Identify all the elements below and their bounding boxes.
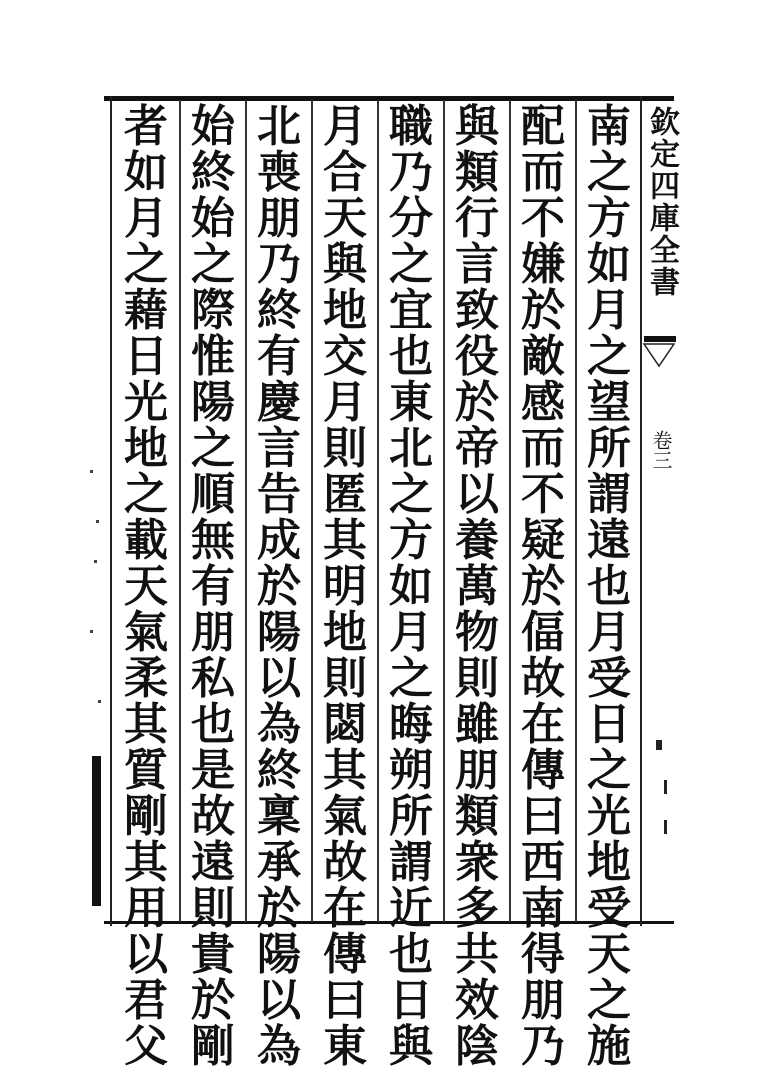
glyph: 偪 bbox=[521, 607, 565, 658]
glyph: 以 bbox=[455, 469, 499, 520]
glyph: 陽 bbox=[257, 929, 301, 980]
glyph: 之 bbox=[191, 239, 235, 290]
glyph: 朋 bbox=[257, 193, 301, 244]
glyph: 西 bbox=[521, 837, 565, 888]
glyph: 萬 bbox=[455, 561, 499, 612]
glyph: 日 bbox=[587, 699, 631, 750]
text-column-6 bbox=[246, 101, 312, 1072]
glyph: 承 bbox=[257, 837, 301, 888]
glyph: 晦 bbox=[389, 699, 433, 750]
glyph: 於 bbox=[455, 377, 499, 428]
glyph: 君 bbox=[124, 975, 168, 1026]
glyph: 之 bbox=[124, 239, 168, 290]
glyph: 嫌 bbox=[521, 239, 565, 290]
glyph: 謂 bbox=[389, 837, 433, 888]
glyph: 遠 bbox=[587, 515, 631, 566]
glyph: 其 bbox=[323, 515, 367, 566]
glyph: 終 bbox=[191, 147, 235, 198]
glyph: 貴 bbox=[191, 929, 235, 980]
glyph: 帝 bbox=[455, 423, 499, 474]
glyph: 朔 bbox=[389, 745, 433, 796]
glyph: 朋 bbox=[191, 607, 235, 658]
glyph: 地 bbox=[587, 837, 631, 888]
glyph: 月 bbox=[323, 101, 367, 152]
glyph: 日 bbox=[389, 975, 433, 1026]
glyph: 所 bbox=[389, 791, 433, 842]
glyph: 天 bbox=[587, 929, 631, 980]
fishtail-icon bbox=[642, 338, 676, 368]
text-column-8 bbox=[113, 101, 179, 1072]
glyph: 多 bbox=[455, 883, 499, 934]
glyph: 用 bbox=[124, 883, 168, 934]
glyph: 以 bbox=[124, 929, 168, 980]
glyph: 氣 bbox=[323, 791, 367, 842]
glyph: 私 bbox=[191, 653, 235, 704]
glyph: 之 bbox=[587, 975, 631, 1026]
glyph: 近 bbox=[389, 883, 433, 934]
glyph: 有 bbox=[257, 331, 301, 382]
glyph: 行 bbox=[455, 193, 499, 244]
glyph: 柔 bbox=[124, 653, 168, 704]
glyph: 言 bbox=[257, 423, 301, 474]
ink-speck bbox=[98, 700, 101, 703]
glyph: 養 bbox=[455, 515, 499, 566]
glyph: 月 bbox=[587, 607, 631, 658]
edge-mark bbox=[664, 780, 667, 794]
glyph: 始 bbox=[191, 193, 235, 244]
edge-mark bbox=[656, 740, 662, 750]
glyph: 無 bbox=[191, 515, 235, 566]
glyph: 在 bbox=[521, 699, 565, 750]
glyph: 與 bbox=[323, 239, 367, 290]
ink-speck bbox=[90, 630, 93, 633]
glyph: 於 bbox=[521, 561, 565, 612]
glyph: 言 bbox=[455, 239, 499, 290]
glyph: 雖 bbox=[455, 699, 499, 750]
glyph: 所 bbox=[587, 423, 631, 474]
glyph: 質 bbox=[124, 745, 168, 796]
glyph: 惟 bbox=[191, 331, 235, 382]
glyph: 則 bbox=[191, 883, 235, 934]
glyph: 於 bbox=[521, 285, 565, 336]
glyph: 疑 bbox=[521, 515, 565, 566]
glyph: 衆 bbox=[455, 837, 499, 888]
glyph: 共 bbox=[455, 929, 499, 980]
glyph: 不 bbox=[521, 469, 565, 520]
glyph: 喪 bbox=[257, 147, 301, 198]
glyph: 天 bbox=[124, 561, 168, 612]
glyph: 有 bbox=[191, 561, 235, 612]
glyph: 類 bbox=[455, 147, 499, 198]
glyph: 天 bbox=[323, 193, 367, 244]
glyph: 於 bbox=[257, 883, 301, 934]
glyph: 月 bbox=[124, 193, 168, 244]
glyph: 致 bbox=[455, 285, 499, 336]
glyph: 之 bbox=[587, 331, 631, 382]
glyph: 其 bbox=[323, 745, 367, 796]
glyph: 則 bbox=[323, 653, 367, 704]
glyph: 傳 bbox=[323, 929, 367, 980]
glyph: 終 bbox=[257, 285, 301, 336]
glyph: 如 bbox=[587, 239, 631, 290]
glyph: 之 bbox=[389, 469, 433, 520]
glyph: 陽 bbox=[257, 607, 301, 658]
glyph: 氣 bbox=[124, 607, 168, 658]
volume-label: 卷三 bbox=[649, 430, 673, 470]
glyph: 日 bbox=[124, 331, 168, 382]
glyph: 陽 bbox=[191, 377, 235, 428]
glyph: 終 bbox=[257, 745, 301, 796]
glyph: 與 bbox=[455, 101, 499, 152]
left-ink-bar bbox=[92, 756, 101, 906]
glyph: 宜 bbox=[389, 285, 433, 336]
glyph: 告 bbox=[257, 469, 301, 520]
glyph: 如 bbox=[124, 147, 168, 198]
glyph: 曰 bbox=[323, 975, 367, 1026]
glyph: 也 bbox=[389, 929, 433, 980]
glyph: 故 bbox=[191, 791, 235, 842]
glyph: 稟 bbox=[257, 791, 301, 842]
glyph: 載 bbox=[124, 515, 168, 566]
glyph: 閟 bbox=[323, 699, 367, 750]
glyph: 明 bbox=[323, 561, 367, 612]
glyph: 如 bbox=[389, 561, 433, 612]
glyph: 其 bbox=[124, 837, 168, 888]
glyph: 慶 bbox=[257, 377, 301, 428]
ink-speck bbox=[90, 470, 93, 473]
glyph: 為 bbox=[257, 699, 301, 750]
glyph: 不 bbox=[521, 193, 565, 244]
glyph: 望 bbox=[587, 377, 631, 428]
glyph: 敵 bbox=[521, 331, 565, 382]
glyph: 役 bbox=[455, 331, 499, 382]
glyph: 剛 bbox=[124, 791, 168, 842]
glyph: 其 bbox=[124, 699, 168, 750]
text-column-1 bbox=[576, 101, 642, 1072]
glyph: 物 bbox=[455, 607, 499, 658]
glyph: 剛 bbox=[191, 1021, 235, 1072]
glyph: 職 bbox=[389, 101, 433, 152]
glyph: 順 bbox=[191, 469, 235, 520]
glyph: 感 bbox=[521, 377, 565, 428]
glyph: 乃 bbox=[389, 147, 433, 198]
glyph: 朋 bbox=[521, 975, 565, 1026]
glyph: 也 bbox=[191, 699, 235, 750]
glyph: 以 bbox=[257, 975, 301, 1026]
glyph: 之 bbox=[587, 147, 631, 198]
glyph: 施 bbox=[587, 1021, 631, 1072]
glyph: 際 bbox=[191, 285, 235, 336]
glyph: 在 bbox=[323, 883, 367, 934]
glyph: 配 bbox=[521, 101, 565, 152]
glyph: 也 bbox=[389, 331, 433, 382]
glyph: 東 bbox=[389, 377, 433, 428]
ink-speck bbox=[94, 560, 97, 563]
glyph: 匿 bbox=[323, 469, 367, 520]
glyph: 方 bbox=[389, 515, 433, 566]
ink-speck bbox=[96, 520, 99, 523]
glyph: 得 bbox=[521, 929, 565, 980]
glyph: 也 bbox=[587, 561, 631, 612]
glyph: 北 bbox=[257, 101, 301, 152]
glyph: 遠 bbox=[191, 837, 235, 888]
text-column-3 bbox=[444, 101, 510, 1072]
glyph: 南 bbox=[521, 883, 565, 934]
frame-left-rule bbox=[110, 96, 112, 926]
glyph: 方 bbox=[587, 193, 631, 244]
glyph: 於 bbox=[191, 975, 235, 1026]
glyph: 成 bbox=[257, 515, 301, 566]
glyph: 合 bbox=[323, 147, 367, 198]
glyph: 地 bbox=[124, 423, 168, 474]
glyph: 之 bbox=[389, 239, 433, 290]
glyph: 光 bbox=[124, 377, 168, 428]
glyph: 以 bbox=[257, 653, 301, 704]
glyph: 光 bbox=[587, 791, 631, 842]
glyph: 乃 bbox=[521, 1021, 565, 1072]
glyph: 始 bbox=[191, 101, 235, 152]
glyph: 受 bbox=[587, 653, 631, 704]
glyph: 朋 bbox=[455, 745, 499, 796]
glyph: 藉 bbox=[124, 285, 168, 336]
glyph: 者 bbox=[124, 101, 168, 152]
glyph: 南 bbox=[587, 101, 631, 152]
glyph: 地 bbox=[323, 607, 367, 658]
glyph: 而 bbox=[521, 147, 565, 198]
glyph: 謂 bbox=[587, 469, 631, 520]
glyph: 類 bbox=[455, 791, 499, 842]
glyph: 傳 bbox=[521, 745, 565, 796]
glyph: 故 bbox=[521, 653, 565, 704]
edge-mark bbox=[664, 820, 667, 834]
glyph: 為 bbox=[257, 1021, 301, 1072]
glyph: 與 bbox=[389, 1021, 433, 1072]
glyph: 月 bbox=[389, 607, 433, 658]
glyph: 是 bbox=[191, 745, 235, 796]
glyph: 於 bbox=[257, 561, 301, 612]
text-column-2 bbox=[510, 101, 576, 1072]
glyph: 乃 bbox=[257, 239, 301, 290]
text-column-5 bbox=[312, 101, 378, 1072]
glyph: 則 bbox=[323, 423, 367, 474]
glyph: 則 bbox=[455, 653, 499, 704]
glyph: 月 bbox=[323, 377, 367, 428]
glyph: 曰 bbox=[521, 791, 565, 842]
text-column-4 bbox=[378, 101, 444, 1072]
glyph: 月 bbox=[587, 285, 631, 336]
glyph: 受 bbox=[587, 883, 631, 934]
glyph: 分 bbox=[389, 193, 433, 244]
glyph: 地 bbox=[323, 285, 367, 336]
book-title: 欽定四庫全書 bbox=[644, 106, 679, 298]
glyph: 之 bbox=[587, 745, 631, 796]
text-column-7 bbox=[180, 101, 246, 1072]
glyph: 之 bbox=[124, 469, 168, 520]
glyph: 交 bbox=[323, 331, 367, 382]
glyph: 效 bbox=[455, 975, 499, 1026]
glyph: 故 bbox=[323, 837, 367, 888]
glyph: 北 bbox=[389, 423, 433, 474]
glyph: 陰 bbox=[455, 1021, 499, 1072]
glyph: 東 bbox=[323, 1021, 367, 1072]
glyph: 父 bbox=[124, 1021, 168, 1072]
glyph: 而 bbox=[521, 423, 565, 474]
glyph: 之 bbox=[191, 423, 235, 474]
glyph: 之 bbox=[389, 653, 433, 704]
